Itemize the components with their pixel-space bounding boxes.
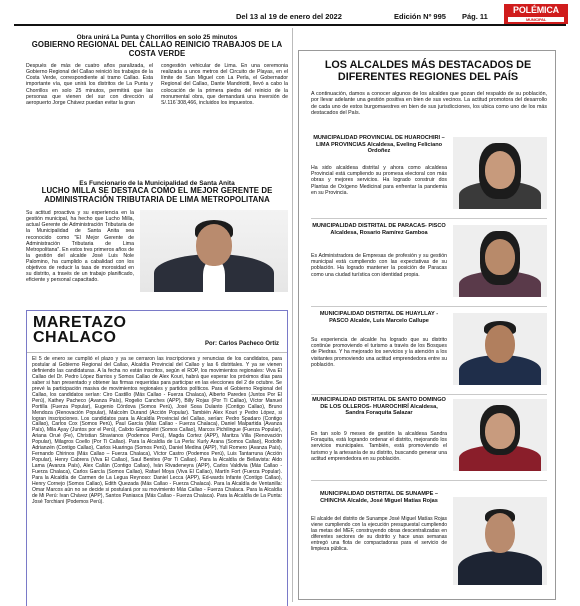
column-title-line1: MARETAZO (33, 314, 127, 331)
mayors-intro: A continuación, damos a conocer algunos de los alcaldes que gozan del respaldo de su población, por llevar adelante una gestión positiva en bien de sus vecinos. La actitud promotora del desarrollo de cada uno de estos burgomaestres en bien de sus jurisdicciones, los ubica como uno de los más destacados del País. (311, 91, 547, 116)
left-column (26, 28, 288, 600)
article-body-col2: congestión vehicular de Lima. En una ceremonia realizada a unos metros del Circuito de Playas, en el límite de San Miguel con La Perla, el Gobernador Regional del Callao, Dante Mandriotti, llevó a cabo la colocación de la primera piedra del reinicio de la monumental obra, que demandará una inversión de S/.116´308,466, incluidos los impuestos. (161, 63, 288, 106)
article-kicker: Es Funcionario de la Municipalidad de Santa Anita (79, 180, 235, 187)
mayor-text: Es Administradora de Empresas de profesión y su gestión municipal está cumpliendo con las expectativas de su población. Ha logrado mantener la posición de Paracas como una ciudad turística con identidad propia. (311, 253, 447, 278)
mayor-title: MUNICIPALIDAD PROVINCIAL DE HUAROCHIRI – LIMA PROVINCIAS Alcaldesa, Eveling Feliciano Ordoñez (313, 135, 445, 154)
mayor-text: Ha sido alcaldesa distrital y ahora como alcaldesa Provincial está cumpliendo su promesa electoral con más obras y mejores servicios. Ha logrado construir dos Plantas de Oxígeno Medicinal para enfrentar la pandemia en su Provincia. (311, 165, 447, 196)
mayor-item-paracas (299, 223, 557, 309)
article-body-col1: Después de más de cuatro años paralizada, el Gobierno Regional del Callao reinició los trabajos de la Costa Verde, correspondiente al tramo Callao. Esta importante vía, que unirá los distritos de La Punta y Chorrillos en solo 25 minutos, permitirá que las personas que vienen del sur con dirección al aeropuerto Jorge Chávez puedan evitar la gran (26, 63, 153, 106)
mayor-title: MUNICIPALIDAD DISTRITAL DE PARACAS- PISCO Alcaldesa, Rosario Ramírez Gamboa (312, 223, 446, 236)
mayor-text: En tan solo 9 meses de gestión la alcaldesa Sandra Foraquita, está logrando ordenar el distrito, mejorando los servicios municipales. También, está promoviendo el turismo y la artesanía de su distrito, buscando generar una actitud emprendedora en su población. (311, 431, 447, 462)
article-body: Su actitud proactiva y su experiencia en la gestión municipal, ha hecho que Lucho Milla, actual Gerente de Administración Tributaria de la Municipalidad de Santa Anita sea reconocido como "El Mejor Gerente de Administración Tributaria de Lima Metropolitana". En estos tres primeros años de la gestión del alcalde José Luis Nole Palomino, ha cumplido a cabalidad con los objetivos de reducir la tasa de morosidad en su distrito, a través de un trabajo planificado, eficiente y personal capacitado. (26, 210, 134, 284)
article-kicker: Obra unirá La Punta y Chorrillos en solo 25 minutos (76, 34, 238, 41)
mayor-photo (453, 225, 547, 297)
column-titlebar (27, 311, 287, 353)
article-costa-verde (26, 34, 288, 106)
mayor-text: El alcalde del distrito de Sunampe José Miguel Matías Rojas viene cumpliendo con la ejecución presupuestal cumpliendo las metas del MEF, construyendo obras descentralizadas en diferentes sectores de su distrito y hace unas semanas entregó una flota de compactadoras para el servicio de limpieza pública. (311, 516, 447, 552)
maretazo-chalaco-column (26, 310, 288, 606)
logo-subtitle: MUNICIPAL (508, 17, 564, 22)
mayors-headline: LOS ALCALDES MÁS DESTACADOS DE DIFERENTES REGIONES DEL PAÍS (324, 59, 532, 84)
column-title (33, 315, 126, 345)
mayor-item-huarochiri (299, 135, 557, 221)
column-title-line2: CHALACO (33, 329, 117, 346)
column-author: Por: Carlos Pacheco Ortiz (204, 341, 279, 347)
logo-title: POLÉMICA (513, 5, 559, 15)
mayor-item-sunampe (299, 491, 557, 595)
divider (311, 218, 547, 219)
mayor-text: Su experiencia de alcalde ha logrado que su distrito continúe promoviendo el turismo a través de los Bosques de Piedras. Y ha mejorado los servicios y la atención a los visitantes promoviendo una actitud emprendedora entre su población. (311, 337, 447, 368)
lucho-milla-photo (140, 210, 288, 292)
divider (311, 306, 547, 307)
article-lucho-milla (26, 180, 288, 292)
mayor-item-santo-domingo (299, 397, 557, 483)
page-number: Pág. 11 (462, 12, 488, 21)
column-body: El 5 de enero se cumplió el plazo y ya se cerraron las inscripciones y renuncias de los candidatos, para postular al Gobierno Regional del Callao, Alcaldía Provincial del Callao y las 6 distritales. Y ya se vienen definiendo las candidaturas. A la fecha no están inscritos, según el ROP, los movimientos regionales: Viva El Callao del Dr. Pedro López Barrios y Somos Callao de Alex Kouri, habrá que esperar los próximos días para saber si han presentado y obtener las firmas requeridas para participar en las elecciones del 2 de octubre. Se prevé la participación masiva de movimientos regionales y partidos políticos. Para el Gobierno Regional del Callao, los candidatos serían: Ciro Castillo (Más Callao - Fuerza Chalaca), Alberto Paredes (Juntos Por El Perú), Kathey Pacheco (Avanza País), Rogelio Canches (APP), Billy Rojas (Por Ti Callao), Víctor Manuel Portilla (Fuerza Popular), Eugenio Córdova (Somos Perú), José Sosa Dulanto (Contigo Callao), Bruno Mendoza (Renovación Popular), Malcolm Durand (Acción Popular). También Alex Kouri y Pedro López, si logran inscripciones. Los candidatos para la Alcaldía Provincial del Callao, serían: Pedro Spadaro (Contigo Callao), Carlos Cox (Somos Perú), Paul García (Más Callao - Fuerza Chalaca), Daniel Malpartida (Avanza País), Mila Ayay (Juntos por el Perú), Calixto Giampietri (Somos Callao), Marcos Pichilingue (Fuerza Popular), Ariana Orué (Fe), Christian Stravianos (Podemos Perú), Magda Cortez (APP), Maritza Villa (Renovación Popular), Milagros Coello (Por Ti Callao). Para la Alcaldía de La Perla: Kurly Arana (Somos Callao), Rodolfo Adrianzén (Contigo Callao), Carlos Huaringa (Somos Perú), Daniel Medina (APP), Yuli Romero (Avanza País), Fernando Chirinos (Más Callao – Fuerza Chalaca), Víctor Castro (Podemos Perú), Luis Tantarruna (Acción Popular), Henry Cabrera (Viva El Callao), Saul Benites (Por Ti Callao). Para la Alcaldía de Bellavista: Aldo Lama (Avanza País), Alex Callán (Contigo Callao), Iván Rivadeneyra (APP), Carlos Valdivia (Más Callao - Fuerza Chalaca), Carlos García (Somos Callao), Rafael Moya (Viva El Callao), Martín Fort (Fuerza Popular). Para la Alcaldía de Carmen de La Legua Reynoso: Daniel Lecca (APP), Ed-wards Infante (Contigo Callao), Henry Cornejo (Somos Callao), Edith Quezada (Más Callao - Fuerza Chalaca). Para la Alcaldía de Ventanilla: Omar Marcos aún no se decide si postulará por su movimiento Más Callao - Fuerza Chalaca. Para la Alcaldía de Mi Perú: Ivan Chávez (APP), Santos Paniasca (Más Callao - Fuerza Chalaca). Para la Alcaldía de La Punta: José Torchiani (Podemos Perú). (32, 356, 282, 505)
mayor-photo (453, 399, 547, 471)
page-header (14, 10, 566, 26)
divider (311, 394, 547, 395)
mayor-photo (453, 313, 547, 385)
mayor-title: MUNICIPALIDAD DISTRITAL DE SANTO DOMINGO DE LOS OLLEROS- HUAROCHIRÍ Alcaldesa, Sandra Foraquita Salazar (312, 397, 446, 416)
mayor-title: MUNICIPALIDAD DISTRITAL DE SUNAMPE – CHINCHA Alcalde, José Miguel Matías Rojas (319, 491, 439, 504)
mayor-photo (453, 497, 547, 585)
article-headline: GOBIERNO REGIONAL DEL CALLAO REINICIO TRABAJOS DE LA COSTA VERDE (31, 40, 283, 58)
polemica-logo (504, 4, 568, 24)
issue-date: Del 13 al 19 de enero del 2022 (236, 12, 342, 21)
column-divider (292, 28, 293, 602)
divider (311, 480, 547, 481)
mayor-item-huayllay (299, 311, 557, 397)
edition-number: Edición Nº 995 (394, 12, 446, 21)
article-headline: LUCHO MILLA SE DESTACA COMO EL MEJOR GERENTE DE ADMINISTRACIÓN TRIBUTARIA DE LIMA METROPOLITANA (41, 186, 273, 204)
mayor-photo (453, 137, 547, 209)
right-column (298, 50, 556, 600)
mayor-title: MUNICIPALIDAD DISTRITAL DE HUAYLLAY - PASCO Alcalde, Luis Marcelo Callupe (319, 311, 439, 324)
